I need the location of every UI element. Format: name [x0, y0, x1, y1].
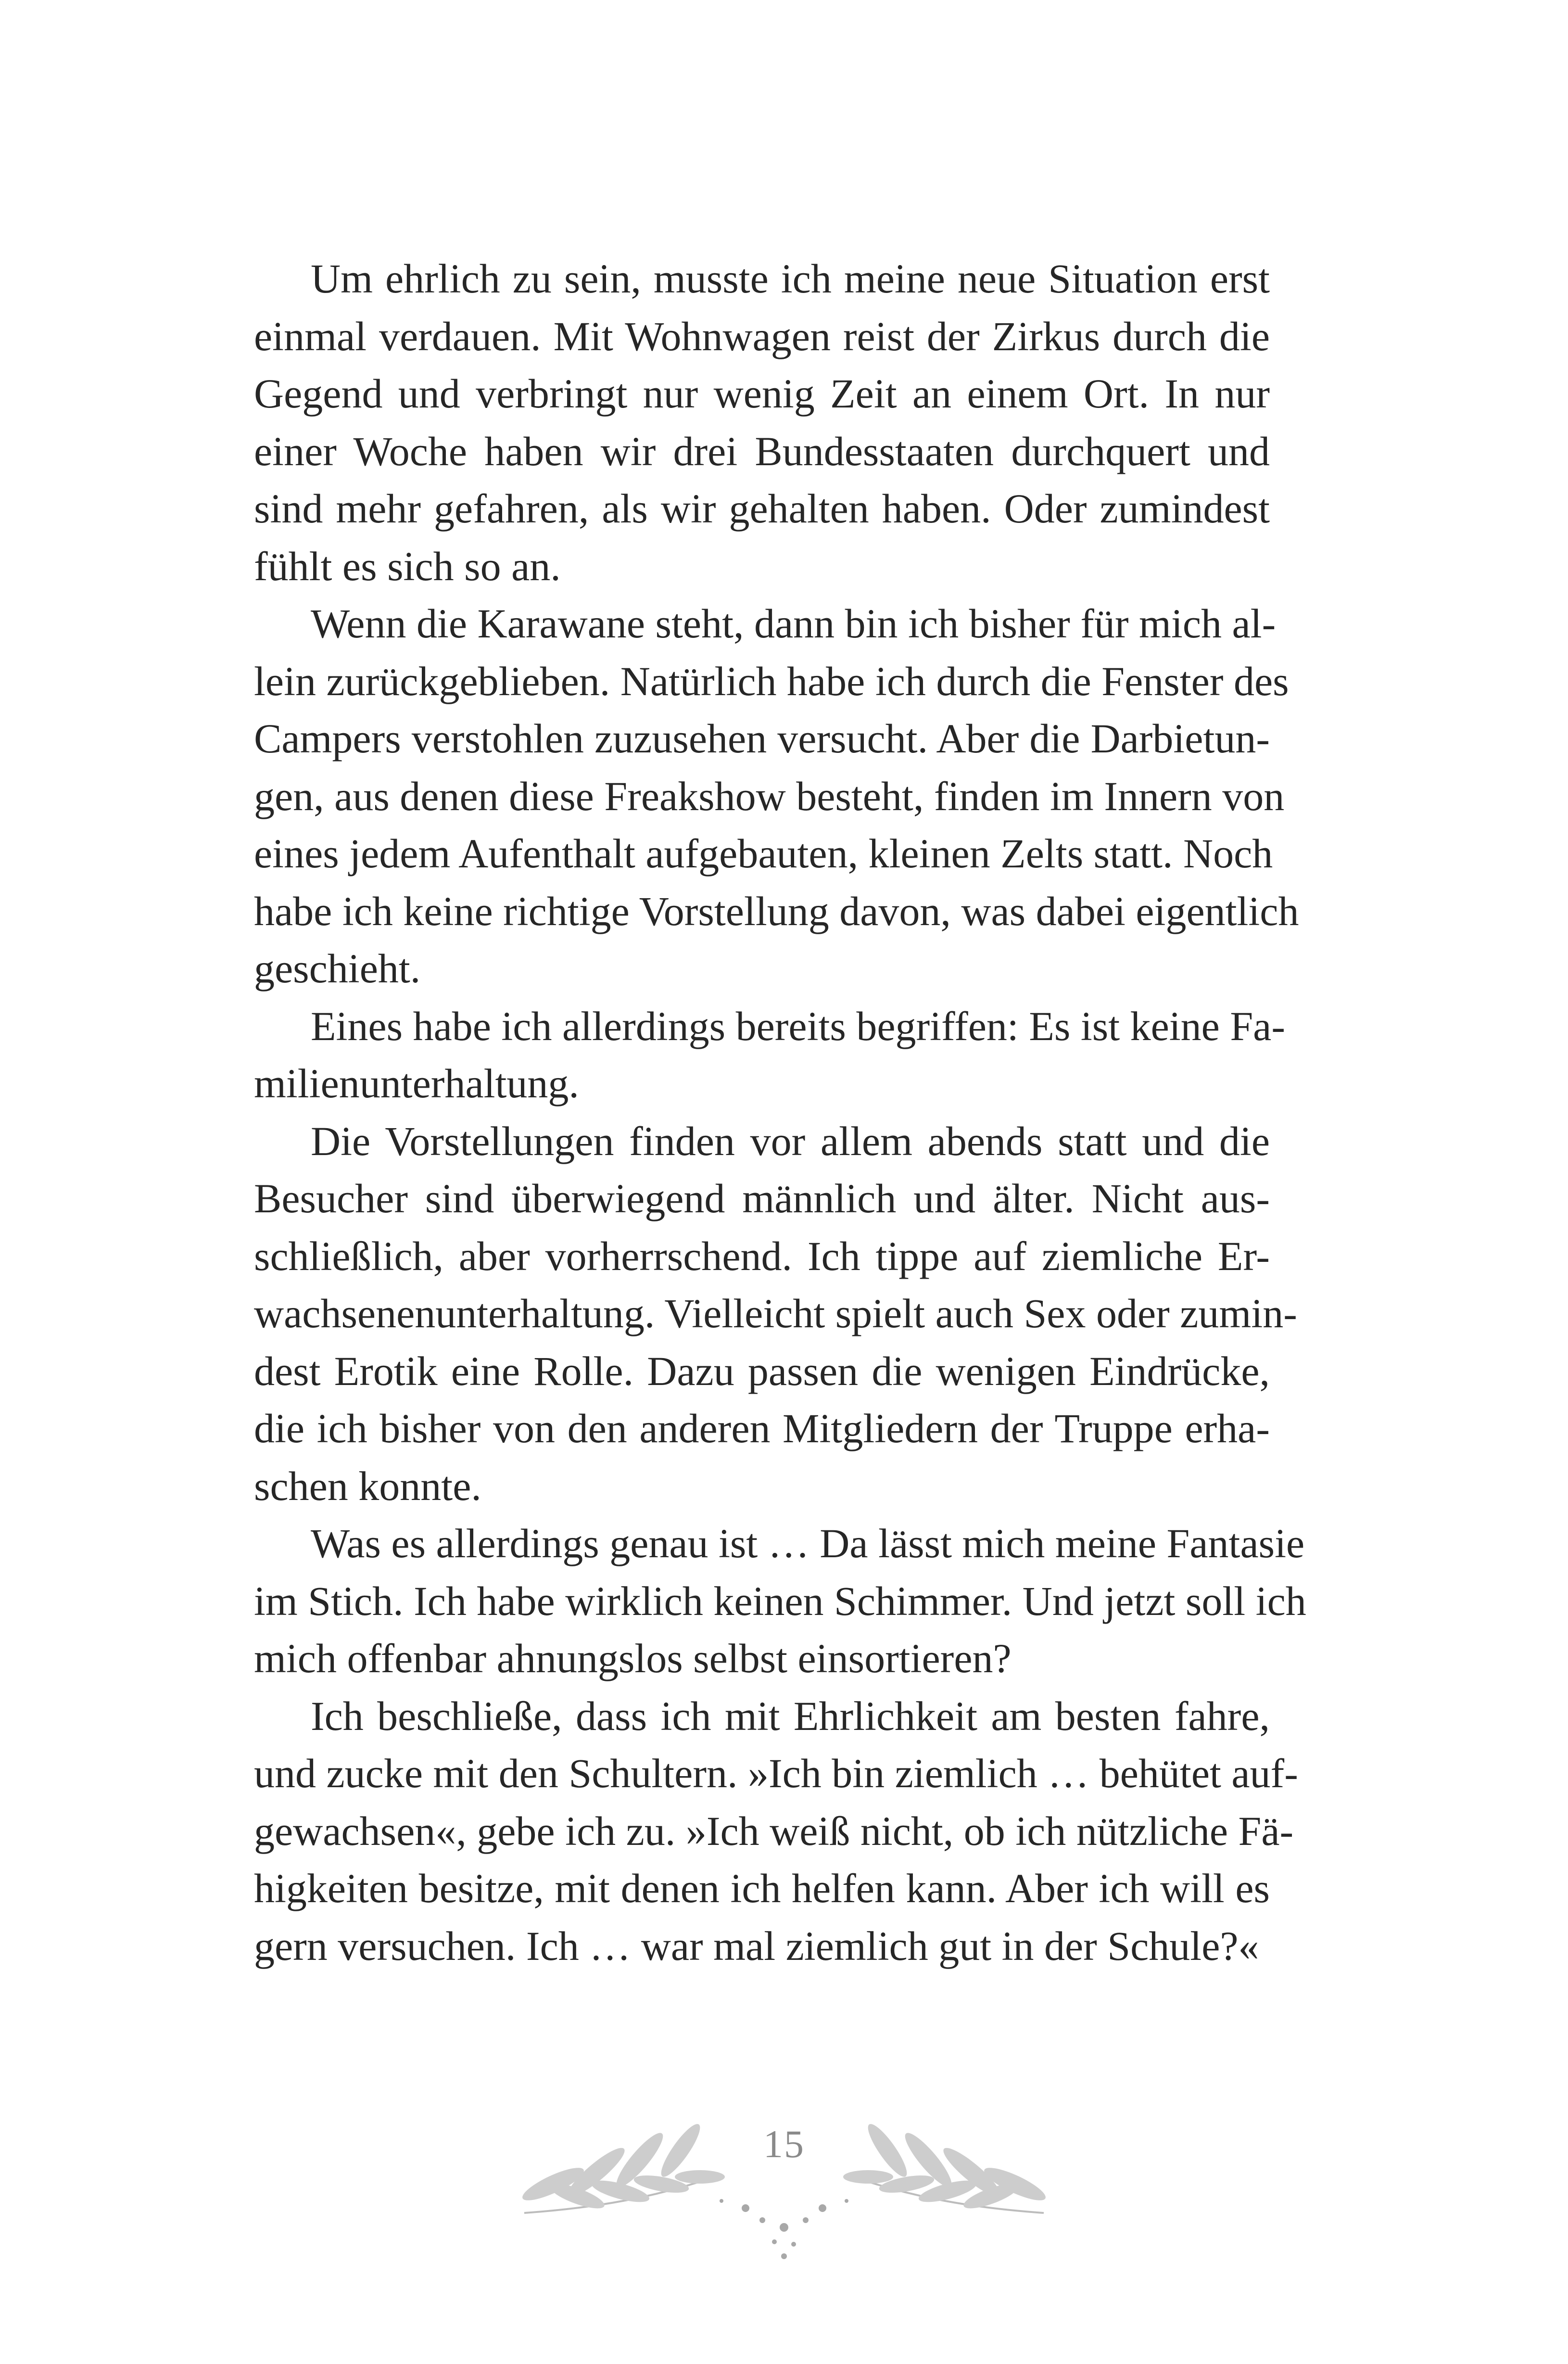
paragraph-4	[254, 1113, 1297, 1515]
text-line: milienunterhaltung.	[254, 1060, 579, 1106]
paragraph-1	[254, 250, 1270, 595]
text-line: einer Woche haben wir drei Bundesstaaten durchquert und	[254, 428, 1270, 474]
text-line: mich offenbar ahnungslos selbst einsortieren?	[254, 1635, 1012, 1681]
text-line: gern versuchen. Ich … war mal ziemlich gut in der Schule?«	[254, 1922, 1259, 1969]
text-line: sind mehr gefahren, als wir gehalten haben. Oder zumindest	[254, 485, 1270, 532]
text-line: gewachsen«, gebe ich zu. »Ich weiß nicht, ob ich nützliche Fä-	[254, 1807, 1294, 1854]
text-line: eines jedem Aufenthalt aufgebauten, kleinen Zelts statt. Noch	[254, 830, 1273, 877]
text-line: im Stich. Ich habe wirklich keinen Schimmer. Und jetzt soll ich	[254, 1577, 1306, 1624]
text-line: Campers verstohlen zuzusehen versucht. Aber die Darbietun-	[254, 715, 1270, 762]
text-line: Eines habe ich allerdings bereits begriffen: Es ist keine Fa-	[311, 1003, 1285, 1049]
text-line: Um ehrlich zu sein, musste ich meine neue Situation erst	[311, 255, 1270, 302]
paragraph-6	[254, 1688, 1298, 1975]
text-line: wachsenenunterhaltung. Vielleicht spielt auch Sex oder zumin-	[254, 1290, 1297, 1336]
page-number: 15	[763, 2122, 805, 2166]
paragraph-2	[254, 595, 1299, 998]
text-line: und zucke mit den Schultern. »Ich bin ziemlich … behütet auf-	[254, 1750, 1298, 1796]
paragraph-5	[254, 1515, 1306, 1688]
text-line: Gegend und verbringt nur wenig Zeit an einem Ort. In nur	[254, 370, 1270, 417]
text-line: Besucher sind überwiegend männlich und älter. Nicht aus-	[254, 1175, 1270, 1221]
text-line: geschieht.	[254, 945, 421, 991]
body-text	[254, 250, 1306, 1975]
text-line: lein zurückgeblieben. Natürlich habe ich durch die Fenster des	[254, 658, 1289, 704]
text-line: higkeiten besitze, mit denen ich helfen kann. Aber ich will es	[254, 1865, 1270, 1911]
laurel-wreath-icon	[495, 2088, 1073, 2271]
text-line: schließlich, aber vorherrschend. Ich tippe auf ziemliche Er-	[254, 1233, 1270, 1279]
text-line: einmal verdauen. Mit Wohnwagen reist der Zirkus durch die	[254, 313, 1270, 359]
text-line: habe ich keine richtige Vorstellung davon, was dabei eigentlich	[254, 888, 1299, 934]
text-line: fühlt es sich so an.	[254, 543, 561, 589]
text-line: Was es allerdings genau ist … Da lässt mich meine Fantasie	[311, 1520, 1305, 1566]
text-line: dest Erotik eine Rolle. Dazu passen die wenigen Eindrücke,	[254, 1347, 1270, 1394]
text-line: Wenn die Karawane steht, dann bin ich bisher für mich al-	[311, 600, 1276, 647]
text-line: Ich beschließe, dass ich mit Ehrlichkeit am besten fahre,	[311, 1692, 1270, 1739]
text-line: gen, aus denen diese Freakshow besteht, finden im Innern von	[254, 773, 1285, 819]
page-footer	[495, 2088, 1073, 2271]
text-line: Die Vorstellungen finden vor allem abends statt und die	[311, 1118, 1270, 1164]
text-line: die ich bisher von den anderen Mitgliedern der Truppe erha-	[254, 1405, 1270, 1451]
text-line: schen konnte.	[254, 1462, 481, 1509]
paragraph-3	[254, 998, 1285, 1113]
